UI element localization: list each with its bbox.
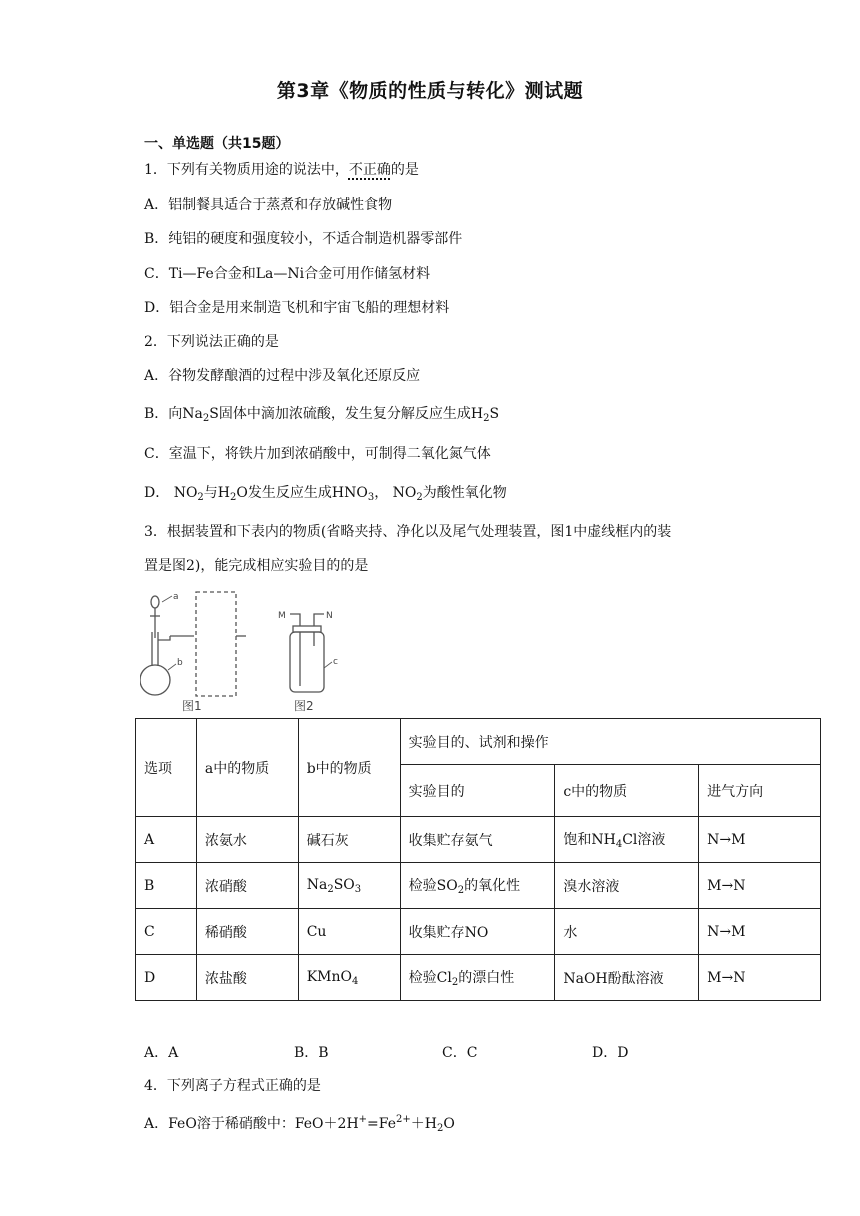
formula-part: NO bbox=[392, 485, 417, 501]
cell-direction: N→M bbox=[699, 817, 821, 863]
header-c-substance: c中的物质 bbox=[555, 765, 699, 817]
formula-part: O bbox=[236, 485, 248, 501]
cell-direction: M→N bbox=[699, 863, 821, 909]
question-1-option-a: A．铝制餐具适合于蒸煮和存放碱性食物 bbox=[144, 197, 393, 213]
cell-c bbox=[555, 817, 699, 863]
cell-purpose: 收集贮存NO bbox=[400, 909, 555, 955]
answer-c: C．C bbox=[442, 1045, 478, 1061]
answer-d: D．D bbox=[592, 1045, 629, 1061]
question-3-answers bbox=[144, 1042, 744, 1062]
cell-direction: N→M bbox=[699, 909, 821, 955]
formula-subscript: 2 bbox=[483, 413, 490, 424]
q4-a-sub: 2 bbox=[436, 1123, 444, 1134]
dashed-box bbox=[196, 592, 236, 696]
cell-a: 浓盐酸 bbox=[196, 955, 298, 1001]
q2-b-mid: 固体中滴加浓硫酸，发生复分解反应生成 bbox=[218, 406, 471, 422]
cell-purpose-text: 的漂白性 bbox=[458, 970, 515, 986]
page-title: 第3章《物质的性质与转化》测试题 bbox=[276, 80, 584, 102]
question-2-option-a: A．谷物发酵酿酒的过程中涉及氧化还原反应 bbox=[144, 368, 421, 384]
formula-h2s bbox=[471, 406, 499, 422]
cell-option: C bbox=[136, 909, 197, 955]
question-3-stem-line-1: 3．根据装置和下表内的物质(省略夹持、净化以及尾气处理装置，图1中虚线框内的装 bbox=[144, 524, 672, 540]
question-2-stem: 2．下列说法正确的是 bbox=[144, 334, 279, 350]
q4-a-text: A．FeO溶于稀硝酸中：FeO＋2H bbox=[144, 1116, 359, 1132]
cell-purpose: 收集贮存氨气 bbox=[400, 817, 555, 863]
question-4-stem: 4．下列离子方程式正确的是 bbox=[144, 1078, 321, 1094]
q4-a-sup: + bbox=[358, 1114, 368, 1125]
header-purpose: 实验目的 bbox=[400, 765, 555, 817]
answer-a: A．A bbox=[144, 1045, 179, 1061]
formula-part: Na bbox=[182, 406, 203, 422]
q2-d-text: 为酸性氧化物 bbox=[422, 485, 507, 501]
formula-na2s bbox=[182, 406, 219, 422]
label-a: a bbox=[173, 592, 179, 602]
table-header-row bbox=[136, 719, 821, 765]
q4-a-text: O bbox=[443, 1116, 455, 1132]
question-2-option-b bbox=[144, 404, 499, 429]
label-n: N bbox=[326, 611, 333, 621]
table-row bbox=[136, 955, 821, 1001]
cell-direction: M→N bbox=[699, 955, 821, 1001]
cell-b: Cu bbox=[298, 909, 400, 955]
leader-b bbox=[168, 664, 176, 670]
q4-a-sup: 2+ bbox=[396, 1114, 411, 1125]
cell-b-text: Na bbox=[306, 876, 328, 893]
options-table bbox=[135, 718, 821, 1001]
label-c: c bbox=[333, 657, 338, 667]
answer-b: B．B bbox=[294, 1045, 329, 1061]
cell-c: NaOH酚酞溶液 bbox=[555, 955, 699, 1001]
section-heading: 一、单选题（共15题） bbox=[144, 136, 290, 152]
cell-b bbox=[298, 863, 400, 909]
tube-n bbox=[314, 614, 324, 626]
formula-part: HNO bbox=[331, 485, 368, 501]
table-row bbox=[136, 817, 821, 863]
cell-a: 稀硝酸 bbox=[196, 909, 298, 955]
formula-part: H bbox=[217, 485, 231, 501]
cell-purpose-sub: 2 bbox=[457, 885, 465, 896]
cell-option: D bbox=[136, 955, 197, 1001]
cell-b-sub: 4 bbox=[352, 975, 359, 987]
question-2-option-d bbox=[144, 483, 507, 508]
tube-m bbox=[290, 614, 300, 626]
q2-d-pre: D． bbox=[144, 485, 170, 501]
q2-d-text: 与 bbox=[203, 485, 218, 501]
q4-a-text: ＋H bbox=[410, 1116, 437, 1132]
table-row bbox=[136, 909, 821, 955]
label-m: M bbox=[278, 611, 286, 621]
cell-purpose-sub: 2 bbox=[451, 977, 459, 988]
table-row bbox=[136, 863, 821, 909]
formula-subscript: 3 bbox=[367, 492, 375, 503]
formula-h2o bbox=[218, 485, 248, 501]
cell-b-text: SO bbox=[333, 876, 355, 893]
header-a-substance: a中的物质 bbox=[196, 719, 298, 817]
header-option: 选项 bbox=[136, 719, 197, 817]
cell-b-text: KMnO bbox=[306, 968, 353, 985]
cell-purpose bbox=[400, 955, 555, 1001]
formula-subscript: 2 bbox=[202, 413, 210, 424]
cell-c: 溴水溶液 bbox=[555, 863, 699, 909]
cell-a: 浓氨水 bbox=[196, 817, 298, 863]
q4-a-text: =Fe bbox=[367, 1116, 397, 1132]
leader-a bbox=[162, 596, 172, 602]
question-3-stem-line-2: 置是图2)，能完成相应实验目的的是 bbox=[144, 558, 369, 574]
q1-stem-post: 的是 bbox=[390, 162, 419, 178]
cell-a: 浓硝酸 bbox=[196, 863, 298, 909]
cell-purpose-text: 的氧化性 bbox=[464, 878, 521, 894]
formula-subscript: 2 bbox=[197, 492, 204, 503]
header-direction: 进气方向 bbox=[699, 765, 821, 817]
question-1-option-c: C．Ti—Fe合金和La—Ni合金可用作储氢材料 bbox=[144, 266, 431, 282]
q2-d-text: 发生反应生成 bbox=[247, 485, 332, 501]
cell-option: B bbox=[136, 863, 197, 909]
q2-b-pre: B．向 bbox=[144, 406, 183, 422]
question-1-option-b: B．纯铝的硬度和强度较小，不适合制造机器零部件 bbox=[144, 231, 463, 247]
cell-purpose-text: 检验Cl bbox=[408, 970, 452, 986]
funnel-bulb bbox=[151, 596, 159, 608]
q1-stem-emphasis: 不正确 bbox=[348, 162, 391, 178]
cell-c-text: 饱和NH bbox=[563, 832, 616, 848]
formula-subscript: 2 bbox=[230, 492, 237, 503]
formula-subscript: 2 bbox=[416, 492, 423, 503]
cell-b-sub: 3 bbox=[354, 883, 362, 895]
figure-2-label: 图2 bbox=[294, 699, 314, 712]
formula-part: S bbox=[209, 406, 219, 422]
q1-stem-pre: 1．下列有关物质用途的说法中， bbox=[144, 162, 349, 178]
header-group: 实验目的、试剂和操作 bbox=[400, 719, 820, 765]
formula-no2 bbox=[393, 485, 423, 501]
cell-purpose bbox=[400, 863, 555, 909]
formula-hno3 bbox=[332, 485, 374, 501]
formula-no2 bbox=[174, 485, 204, 501]
cell-b bbox=[298, 955, 400, 1001]
side-tube bbox=[158, 636, 170, 640]
cell-c-sub: 4 bbox=[615, 839, 623, 850]
leader-c bbox=[324, 662, 332, 668]
cell-b: 碱石灰 bbox=[298, 817, 400, 863]
formula-part: NO bbox=[173, 485, 198, 501]
cell-b-sub: 2 bbox=[327, 883, 334, 895]
cell-c-text: Cl溶液 bbox=[622, 832, 666, 848]
formula-part: S bbox=[489, 406, 500, 422]
cell-purpose-text: 检验SO bbox=[408, 878, 458, 894]
apparatus-figure bbox=[140, 588, 340, 712]
formula-part: H bbox=[470, 406, 484, 422]
question-4-option-a bbox=[144, 1110, 455, 1139]
question-1-option-d: D．铝合金是用来制造飞机和宇宙飞船的理想材料 bbox=[144, 300, 450, 316]
figure-1-label: 图1 bbox=[182, 699, 202, 712]
cell-c: 水 bbox=[555, 909, 699, 955]
bottle-stopper bbox=[293, 626, 321, 632]
question-2-option-c: C．室温下，将铁片加到浓硝酸中，可制得二氧化氮气体 bbox=[144, 446, 491, 462]
question-1-stem bbox=[144, 160, 419, 180]
q2-d-text: ， bbox=[374, 485, 389, 501]
wash-bottle bbox=[290, 632, 324, 692]
header-b-substance: b中的物质 bbox=[298, 719, 400, 817]
round-bottom-flask bbox=[140, 665, 170, 695]
label-b: b bbox=[177, 658, 183, 668]
cell-option: A bbox=[136, 817, 197, 863]
